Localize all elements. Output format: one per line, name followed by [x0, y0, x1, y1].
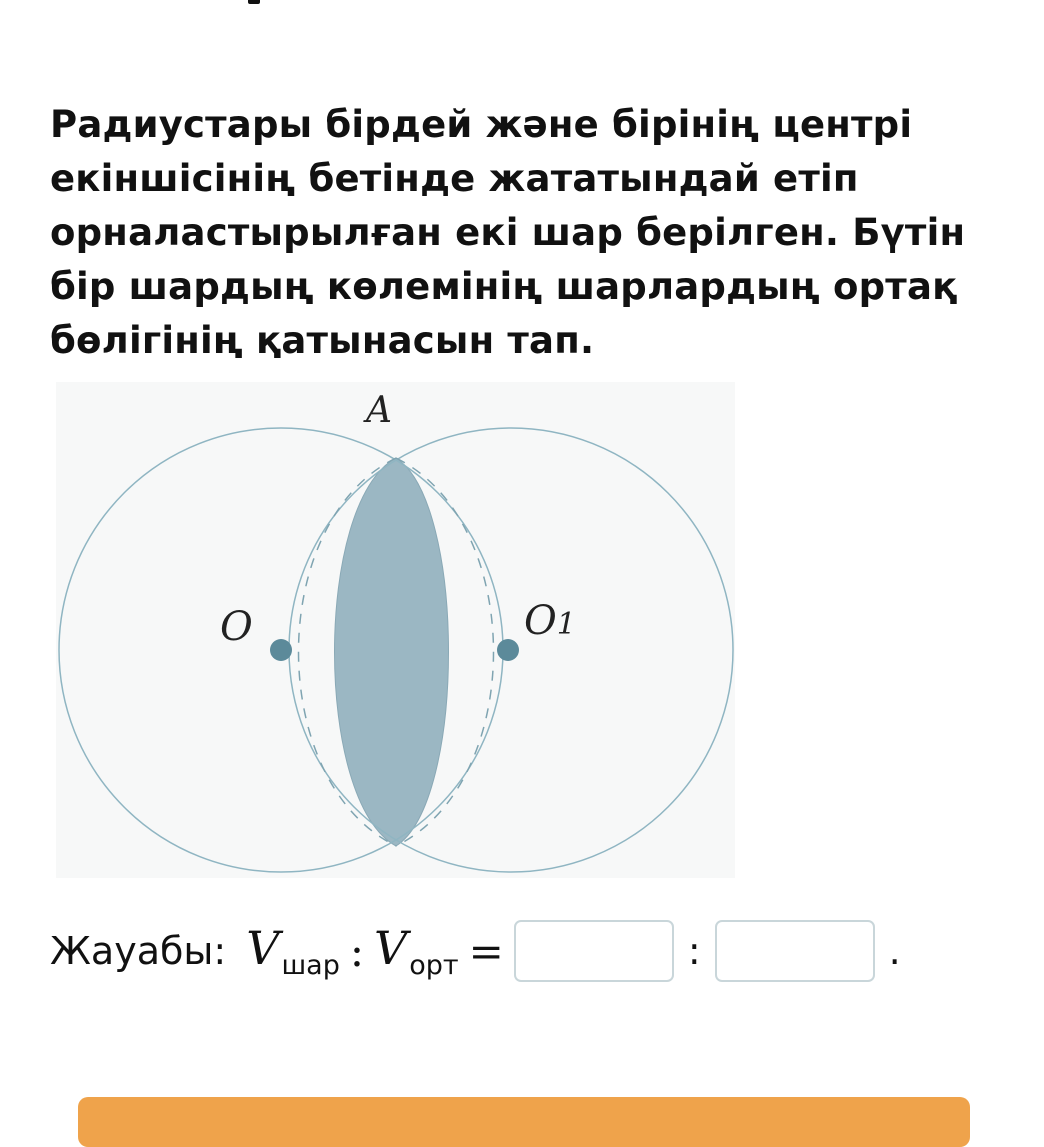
answer-separator-colon: :: [687, 929, 701, 973]
label-o: O: [220, 604, 253, 650]
center-o-dot: [270, 639, 292, 661]
answer-period: .: [888, 929, 901, 973]
question-text: Радиустары бірдей және бірінің центрі екіншісінің бетінде жататындай етіп орналастырылған екі шар берілген. Бүтін бір шардың көлемінің шарлардың ортақ бөлігінің қатынасын тап.: [50, 103, 966, 362]
label-o1-main: O: [524, 598, 557, 644]
v-sphere: [246, 921, 340, 981]
answer-input-2[interactable]: [715, 920, 875, 982]
ratio-colon: :: [349, 926, 365, 976]
submit-button[interactable]: [78, 1097, 970, 1147]
label-a: A: [366, 390, 392, 431]
v-sphere-letter: V: [246, 921, 280, 975]
v-common-letter: V: [374, 921, 408, 975]
common-part-lens: [335, 458, 449, 846]
spheres-figure: [56, 382, 735, 878]
answer-label: Жауабы:: [50, 929, 227, 973]
spheres-diagram: [56, 382, 735, 878]
answer-row: [50, 915, 901, 987]
v-common: [374, 921, 459, 981]
equals-sign: =: [468, 926, 504, 976]
answer-input-1[interactable]: [514, 920, 674, 982]
cropped-text-fragment: [248, 0, 260, 4]
center-o1-dot: [497, 639, 519, 661]
label-o1: [524, 598, 576, 644]
v-sphere-subscript: шар: [281, 950, 340, 981]
v-common-subscript: орт: [409, 950, 459, 981]
label-o1-sub: 1: [556, 607, 576, 642]
